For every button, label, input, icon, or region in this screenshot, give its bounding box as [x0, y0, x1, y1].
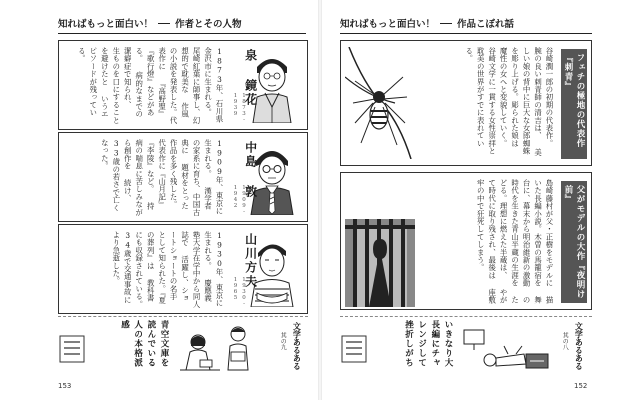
text-line: 描いた長編小説。木曽の馬籠宿を: [533, 179, 554, 304]
section-text: [419, 179, 555, 305]
text-line: 尾崎紅葉に師事し、幻想的で耽美な: [180, 47, 202, 124]
text-line: たどる。理想に燃えた半蔵は、: [499, 179, 520, 304]
text-line: 病的なまでの潔癖症で知られ、: [123, 47, 144, 118]
text-line: 美しい娘の背中に巨大な女郎蜘蛛: [522, 47, 543, 157]
text-line: 代表作に『山月記』『李陵』など。: [146, 139, 167, 209]
text-line: 慶應義塾大学在学中から同人誌で: [180, 231, 213, 308]
section-text: [419, 47, 555, 161]
strip-number: 其の九: [279, 332, 287, 350]
text-line: いうエピソードが残っている。: [77, 47, 110, 118]
text-line: 1873年、石川県金沢市に生まれる。: [203, 47, 224, 123]
author-dates: 1909-1942: [232, 185, 248, 215]
text-line: 腕の良い刺青師の清吉は、: [533, 47, 543, 140]
header-prefix: 知ればもっと面白い！: [58, 19, 154, 30]
text-line: の時代を生きた青山半蔵の生涯を: [510, 179, 532, 304]
giving-up-illustration: [460, 324, 552, 374]
header-separator: [440, 23, 452, 24]
text-line: 1930年、東京に生まれる。: [203, 231, 224, 307]
text-line: を彫り上げる。彫られた娘は: [510, 47, 520, 148]
author-dates: 1930-1965: [232, 277, 248, 307]
text-line: 持病の喘息に苦しみながら創作を: [123, 139, 156, 216]
section-banner: 父がモデルの大作『夜明け前』: [561, 181, 587, 303]
text-line: 谷崎文学に一貫する女性崇拝と: [487, 47, 497, 155]
spider-tattoo-illustration: [345, 47, 415, 159]
text-line: 舞台に、幕末から明治維新の激動: [522, 179, 543, 304]
comic-strip: [340, 318, 592, 376]
text-line: として知られた。『夏の葬列』は: [146, 231, 167, 305]
header-rule: [340, 33, 592, 34]
author-name: 中島 敦: [243, 141, 258, 199]
text-line: 作風の小説を発表した。代表作に: [157, 47, 190, 124]
strip-caption: 青空文庫を読んでいる人の本格派感: [119, 320, 169, 368]
header-title: 作者とその人物: [175, 19, 242, 30]
text-line: 谷崎潤一郎の初期の代表作。: [545, 47, 554, 148]
text-line: 1909年、東京に生まれる。: [203, 139, 224, 215]
author-name: 泉 鏡花: [243, 49, 258, 107]
text-line: 活躍し、ショートショートの名手: [169, 231, 190, 302]
header-title: 作品こぼれ話: [457, 19, 515, 30]
right-page-header: [340, 14, 590, 32]
text-line: 『高野聖』『歌行燈』などがある。: [134, 47, 167, 118]
text-line: 耽美の世界がすでに表れている。: [464, 47, 486, 148]
text-line: 教科書にも収録されている。: [134, 231, 156, 308]
strip-title: 文学あるある: [574, 322, 584, 370]
strip-number: 其の八: [561, 332, 569, 350]
page-number: 152: [574, 382, 588, 390]
story-section-irezumi: [340, 40, 592, 166]
stamp-icon: [340, 334, 368, 364]
prison-bars-illustration: [345, 219, 415, 307]
text-line: 題材をとった作品を多く残した。: [169, 139, 190, 210]
section-banner: フェチの極地の代表作『刺青』: [561, 49, 587, 159]
text-line: やがて時代に取り残され、最後は: [487, 179, 509, 304]
author-dates: 1873-1939: [232, 93, 248, 123]
text-line: 34歳で交通事故により急逝した。: [111, 231, 133, 304]
strip-divider: [340, 316, 592, 317]
text-line: 漢学者の家系に育ち、中国古典に: [180, 139, 213, 216]
text-line: 島崎藤村が父・正樹をモデルに: [545, 179, 554, 287]
author-name: 山川方夫: [243, 233, 258, 289]
strip-title: 文学あるある: [292, 322, 302, 370]
story-section-yoakemae: [340, 172, 592, 310]
text-line: 生ものを口にすることを避けたと: [100, 47, 121, 124]
strip-caption: いきなり大長編にチャレンジして挫折しがち: [403, 320, 453, 368]
text-line: 魔性の女へと変貌していく。: [499, 47, 509, 148]
text-line: 座敷牢の中で狂死してしまう。: [476, 179, 497, 304]
text-line: 続け、33歳の若さで亡くなった。: [100, 139, 133, 212]
page-number: 153: [58, 382, 72, 390]
header-prefix: 知ればもっと面白い！: [340, 19, 436, 30]
